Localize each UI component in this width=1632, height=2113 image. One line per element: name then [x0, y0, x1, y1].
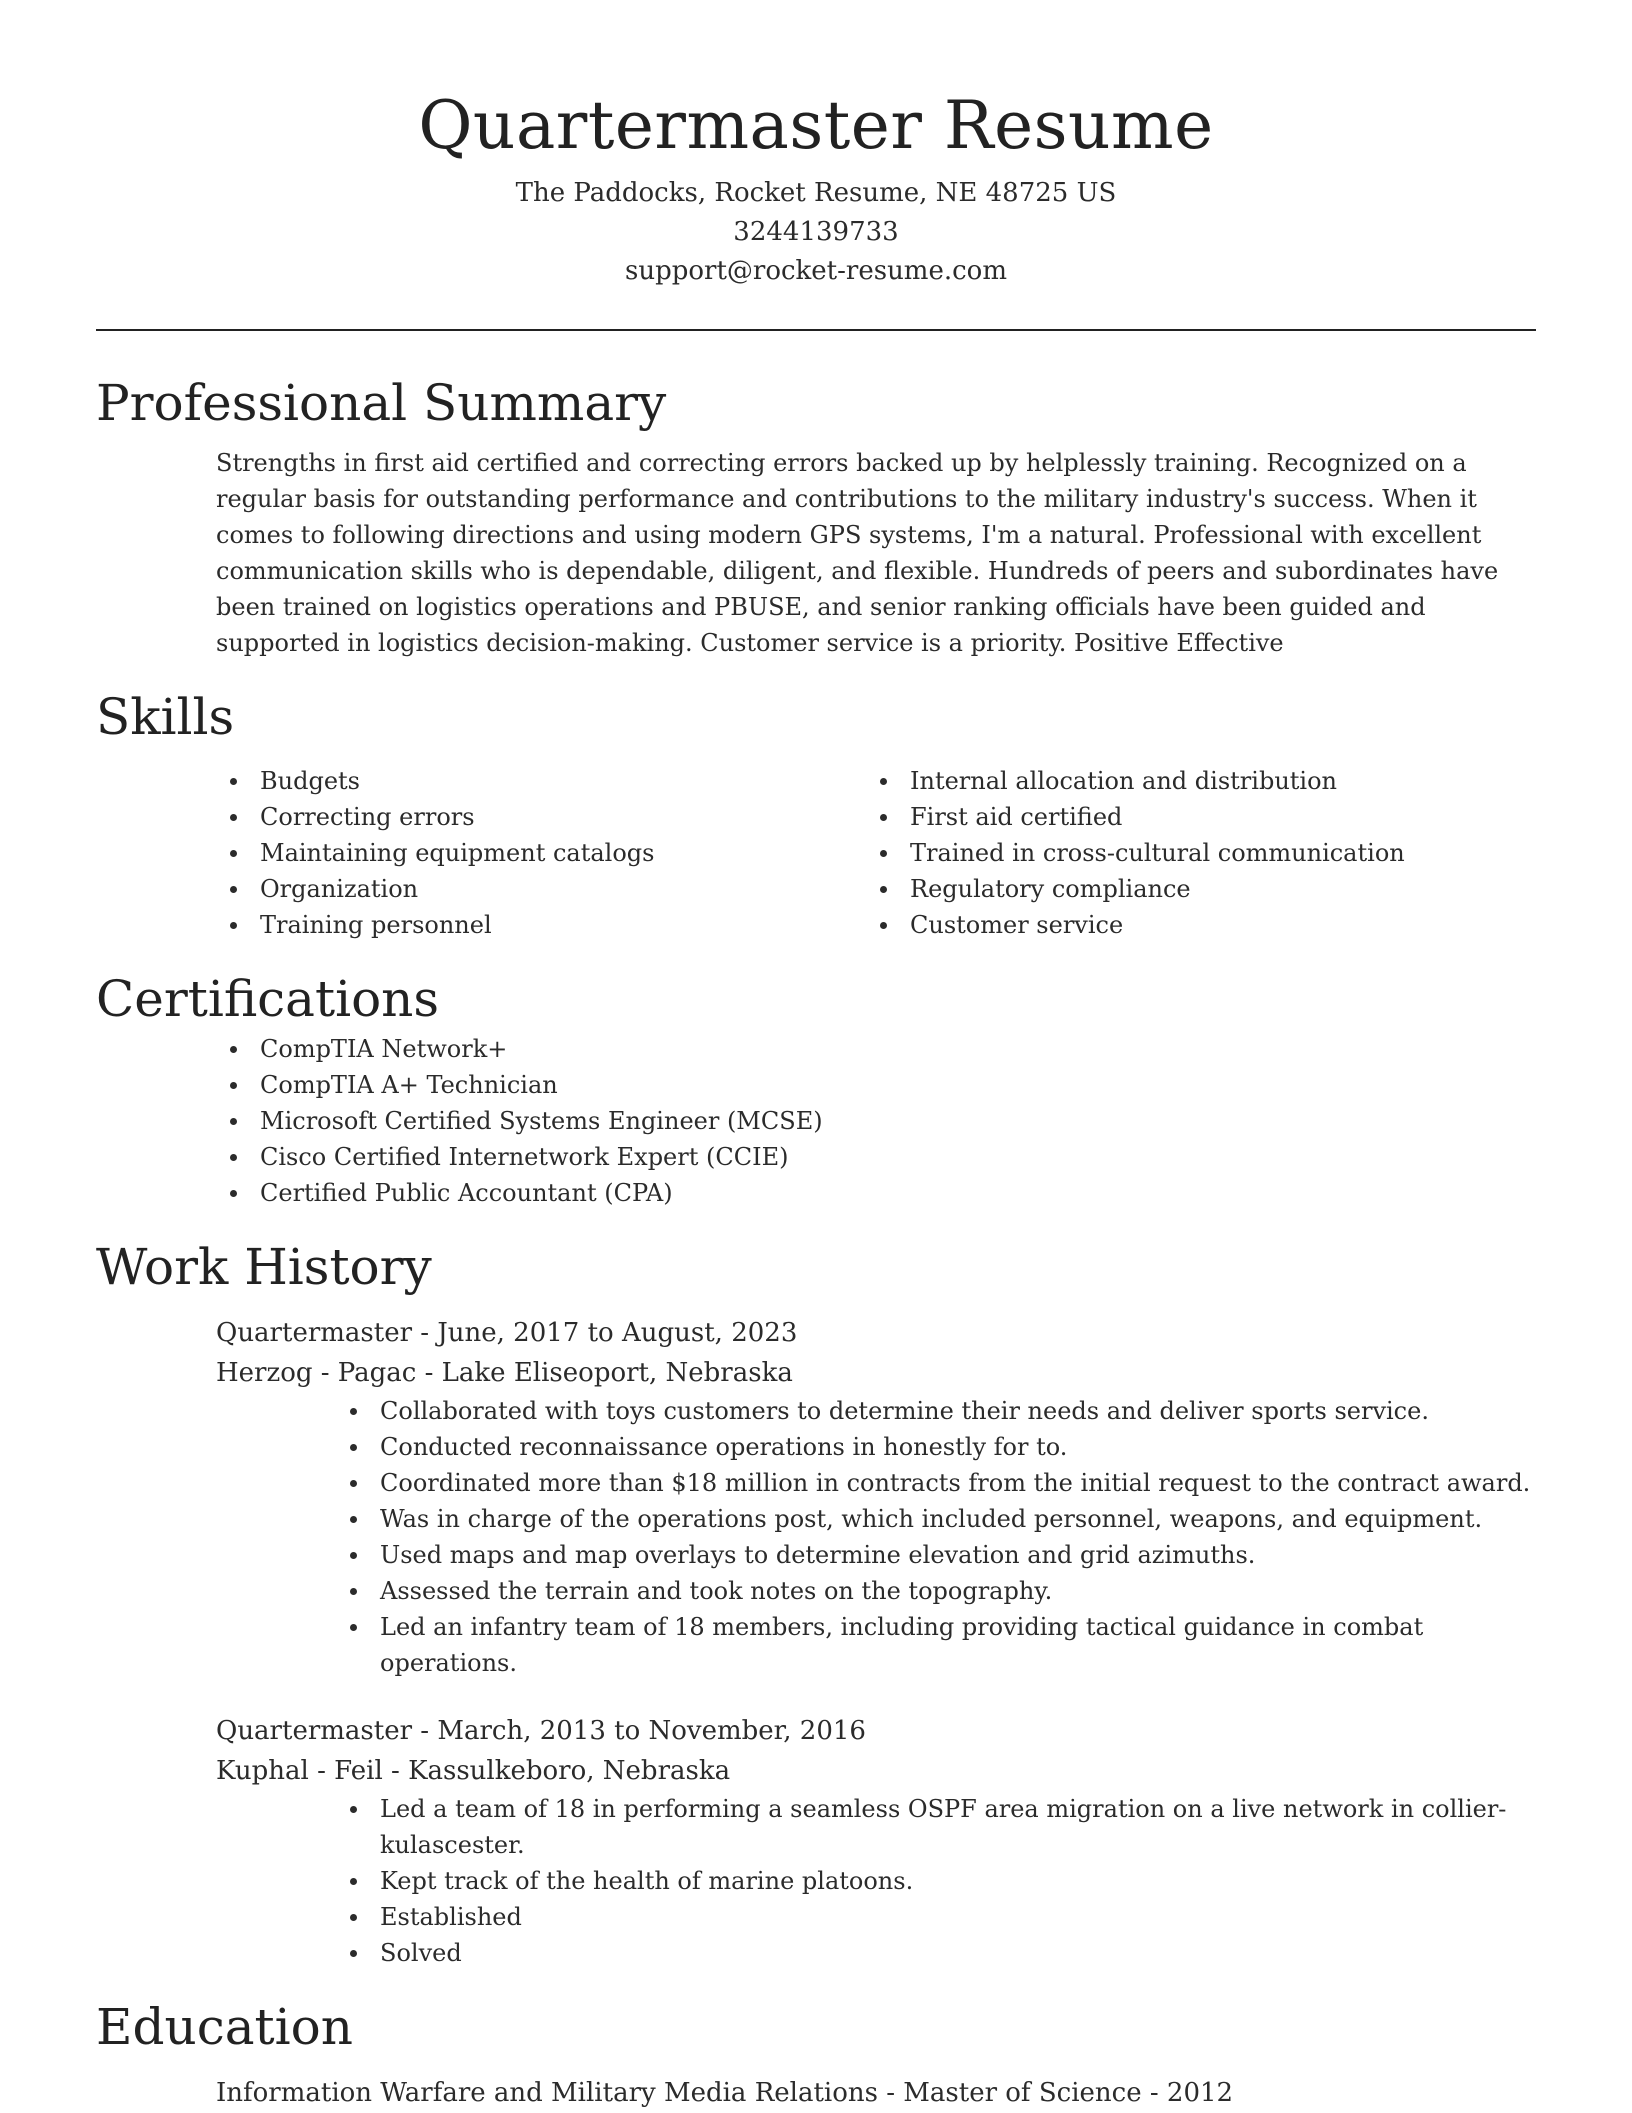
- contact-info: [96, 174, 1536, 291]
- resume-title: Quartermaster Resume: [418, 87, 1214, 164]
- skill-item: Maintaining equipment catalogs: [96, 835, 746, 871]
- skill-item: Regulatory compliance: [746, 871, 1536, 907]
- skills-list-right: [746, 763, 1536, 943]
- job-duty-item: Used maps and map overlays to determine elevation and grid azimuths.: [216, 1537, 1536, 1573]
- skill-item: Internal allocation and distribution: [746, 763, 1536, 799]
- resume-page: [96, 0, 1536, 2113]
- job-duty-item: Led a team of 18 in performing a seamless OSPF area migration on a live network in collier-kulascester.: [216, 1791, 1536, 1863]
- job-title-line: Quartermaster - June, 2017 to August, 2023: [216, 1318, 798, 1348]
- section-title-summary: Professional Summary: [96, 374, 667, 432]
- skill-item: Budgets: [96, 763, 746, 799]
- job-entry: [216, 1711, 1536, 1971]
- skill-item: Correcting errors: [96, 799, 746, 835]
- skills-list-left: [96, 763, 746, 943]
- email-address: support@rocket-resume.com: [624, 256, 1007, 286]
- job-duty-item: Collaborated with toys customers to determine their needs and deliver sports service.: [216, 1393, 1536, 1429]
- education-section: [96, 1995, 1536, 2113]
- address: The Paddocks, Rocket Resume, NE 48725 US: [515, 178, 1117, 208]
- section-title-work-history: Work History: [96, 1238, 432, 1296]
- header-divider: [96, 329, 1536, 331]
- section-title-certifications: Certifications: [96, 970, 440, 1028]
- certification-item: CompTIA Network+: [96, 1031, 1536, 1067]
- professional-summary-section: [96, 371, 1536, 661]
- job-duty-item: Was in charge of the operations post, which included personnel, weapons, and equipment.: [216, 1501, 1536, 1537]
- job-duty-item: Assessed the terrain and took notes on the topography.: [216, 1573, 1536, 1609]
- skill-item: Training personnel: [96, 907, 746, 943]
- section-title-education: Education: [96, 1998, 353, 2056]
- job-company-line: Herzog - Pagac - Lake Eliseoport, Nebraska: [216, 1358, 793, 1388]
- certification-item: Microsoft Certified Systems Engineer (MCSE): [96, 1103, 1536, 1139]
- job-duty-item: Kept track of the health of marine platoons.: [216, 1863, 1536, 1899]
- job-company-line: Kuphal - Feil - Kassulkeboro, Nebraska: [216, 1756, 731, 1786]
- job-duties-list: [216, 1791, 1536, 1971]
- work-history-section: [96, 1235, 1536, 1971]
- skills-section: [96, 685, 1536, 943]
- skill-item: Customer service: [746, 907, 1536, 943]
- skill-item: Trained in cross-cultural communication: [746, 835, 1536, 871]
- job-entry: [216, 1313, 1536, 1681]
- certifications-list: [96, 1031, 1536, 1211]
- education-entry: Information Warfare and Military Media Relations - Master of Science - 2012: [216, 2078, 1234, 2108]
- job-duty-item: Solved: [216, 1935, 1536, 1971]
- resume-header: [96, 0, 1536, 291]
- job-title-line: Quartermaster - March, 2013 to November, 2016: [216, 1716, 866, 1746]
- job-duty-item: Coordinated more than $18 million in contracts from the initial request to the contract award.: [216, 1465, 1536, 1501]
- job-duty-item: Conducted reconnaissance operations in honestly for to.: [216, 1429, 1536, 1465]
- skills-columns: [96, 763, 1536, 943]
- skill-item: Organization: [96, 871, 746, 907]
- certification-item: CompTIA A+ Technician: [96, 1067, 1536, 1103]
- section-title-skills: Skills: [96, 688, 235, 746]
- phone-number: 3244139733: [733, 217, 899, 247]
- certification-item: Cisco Certified Internetwork Expert (CCIE): [96, 1139, 1536, 1175]
- job-duty-item: Led an infantry team of 18 members, including providing tactical guidance in combat operations.: [216, 1609, 1536, 1681]
- job-duty-item: Established: [216, 1899, 1536, 1935]
- skill-item: First aid certified: [746, 799, 1536, 835]
- job-duties-list: [216, 1393, 1536, 1681]
- summary-text: Strengths in first aid certified and correcting errors backed up by helplessly training. Recognized on a regular basis for outstanding performance and contributions to the military industry's success. When it comes to following directions and using modern GPS systems, I'm a natural. Professional with excellent communication skills who is dependable, diligent, and flexible. Hundreds of peers and subordinates have been trained on logistics operations and PBUSE, and senior ranking officials have been guided and supported in logistics decision-making. Customer service is a priority. Positive Effective: [216, 449, 1499, 657]
- certifications-section: [96, 967, 1536, 1211]
- certification-item: Certified Public Accountant (CPA): [96, 1175, 1536, 1211]
